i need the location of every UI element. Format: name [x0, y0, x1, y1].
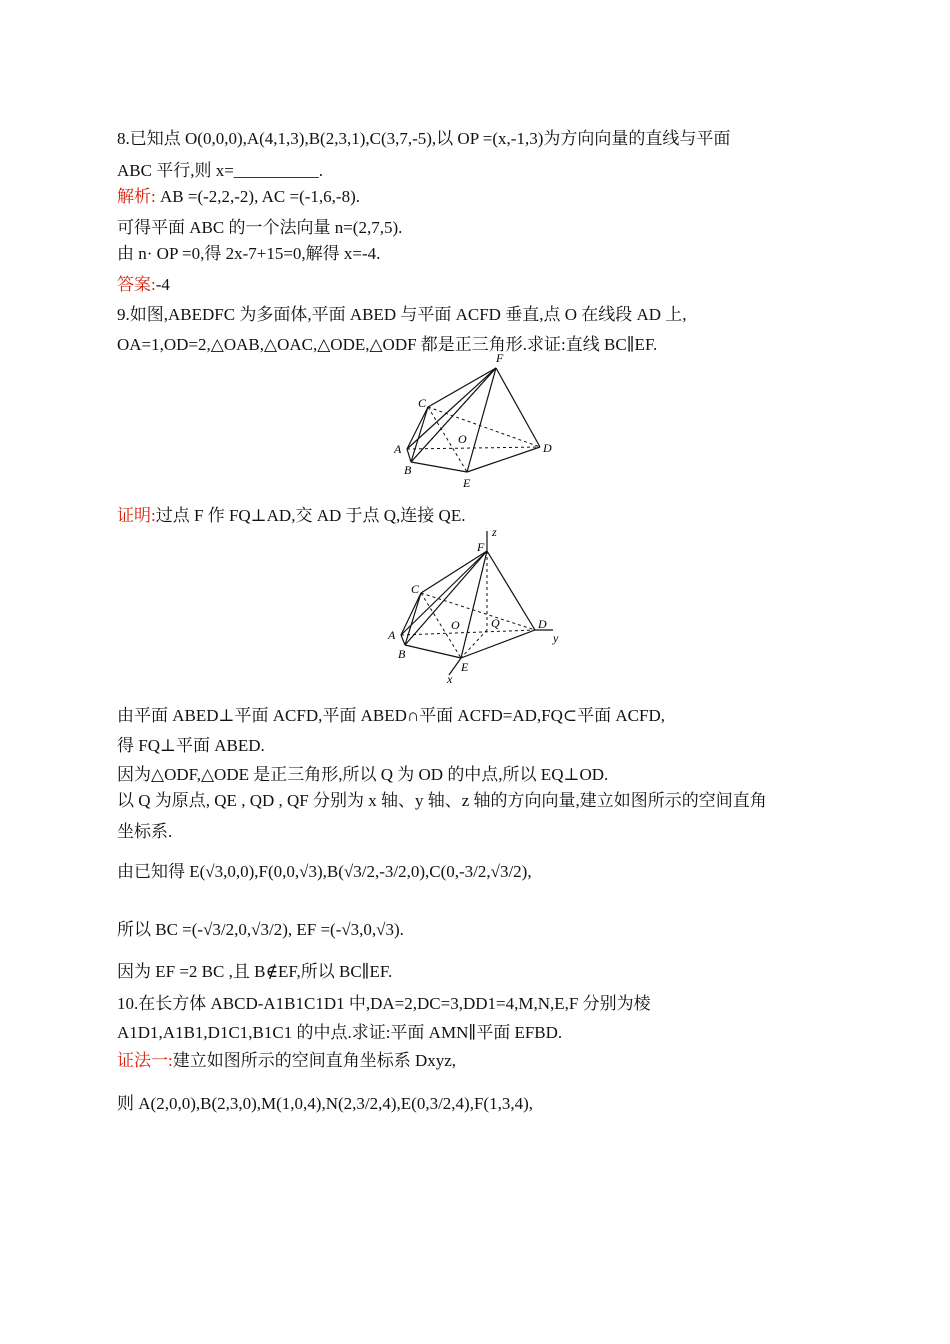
edge [405, 551, 487, 645]
text: -4 [155, 275, 170, 294]
text: 10.在长方体 ABCD-A1B1C1D1 中,DA=2,DC=3,DD1=4,M,N,E,F 分别为棱 [117, 994, 651, 1013]
proof9-line2 [117, 704, 665, 728]
edge [401, 635, 405, 645]
answer8 [117, 273, 170, 297]
edge [401, 593, 421, 635]
edge [461, 551, 487, 658]
proof9-line5 [117, 789, 767, 813]
polyhedron-figure [390, 350, 560, 495]
label-Q: Q [491, 616, 500, 630]
problem9-line1 [117, 303, 687, 327]
label-A: A [388, 628, 396, 642]
text: 由平面 ABED⊥平面 ACFD,平面 ABED∩平面 ACFD=AD,FQ⊂平面 ACFD, [117, 706, 665, 725]
text: 过点 F 作 FQ⊥AD,交 AD 于点 Q,连接 QE. [155, 506, 466, 525]
label-D: D [538, 617, 547, 631]
text: 9.如图,ABEDFC 为多面体,平面 ABED 与平面 ACFD 垂直,点 O 在线段 AD 上, [117, 305, 687, 324]
text: 可得平面 ABC 的一个法向量 n=(2,7,5). [117, 218, 403, 237]
label-E: E [461, 660, 469, 674]
edge [428, 368, 496, 407]
edge [405, 593, 421, 645]
proof-label: 证明: [117, 506, 156, 525]
label-x: x [447, 672, 453, 685]
edge [405, 645, 461, 658]
text: 则 A(2,0,0),B(2,3,0),M(1,0,4),N(2,3/2,4),E(0,3/2,4),F(1,3,4), [117, 1094, 533, 1113]
proof9-line7 [117, 860, 532, 884]
solution8-line [117, 185, 360, 209]
label-O: O [458, 432, 467, 446]
text: 坐标系. [117, 822, 173, 841]
edge [411, 462, 467, 472]
edge [496, 368, 540, 447]
coordinate-figure [385, 525, 570, 685]
label-C: C [418, 396, 427, 410]
text: A1D1,A1B1,D1C1,B1C1 的中点.求证:平面 AMN∥平面 EFBD. [117, 1023, 563, 1042]
proof9-line8 [117, 918, 404, 942]
proof10-line1 [117, 1049, 456, 1073]
edge [421, 551, 487, 593]
text: 由 n· OP =0,得 2x-7+15=0,解得 x=-4. [117, 244, 381, 263]
text: OA=1,OD=2,△OAB,△OAC,△ODE,△ODF 都是正三角形.求证:直线 BC∥EF. [117, 335, 658, 354]
text: 因为 EF =2 BC ,且 B∉EF,所以 BC∥EF. [117, 962, 393, 981]
label-B: B [404, 463, 412, 477]
label-y: y [553, 631, 559, 645]
edge [461, 630, 535, 658]
problem10-line1 [117, 992, 651, 1016]
label-B: B [398, 647, 406, 661]
edge [467, 447, 540, 472]
text: 因为△ODF,△ODE 是正三角形,所以 Q 为 OD 的中点,所以 EQ⊥OD. [117, 765, 609, 784]
text: 所以 BC =(-√3/2,0,√3/2), EF =(-√3,0,√3). [117, 920, 404, 939]
text: AB =(-2,2,-2), AC =(-1,6,-8). [155, 187, 360, 206]
label-D: D [543, 441, 552, 455]
proof10-line2 [117, 1092, 533, 1116]
problem9-line2 [117, 333, 657, 357]
problem10-line2 [117, 1021, 562, 1045]
text: 以 Q 为原点, QE , QD , QF 分别为 x 轴、y 轴、z 轴的方向向量,建立如图所示的空间直角 [117, 791, 767, 810]
label-O: O [451, 618, 460, 632]
answer-label: 答案: [117, 275, 156, 294]
solution-label: 解析: [117, 187, 156, 206]
edge [411, 407, 428, 462]
label-F: F [477, 540, 485, 554]
proof9-line6 [117, 820, 172, 844]
solution8-normal [117, 216, 402, 240]
label-E: E [463, 476, 471, 490]
label-C: C [411, 582, 420, 596]
label-F: F [496, 351, 504, 365]
label-A: A [394, 442, 402, 456]
proof9-line9 [117, 960, 392, 984]
problem8-line2 [117, 159, 323, 183]
proof9-line4 [117, 763, 608, 787]
text: 建立如图所示的空间直角坐标系 Dxyz, [172, 1051, 457, 1070]
text: 得 FQ⊥平面 ABED. [117, 736, 265, 755]
text: ABC 平行,则 x=__________. [117, 161, 324, 180]
solution8-compute [117, 242, 380, 266]
method-label: 证法一: [117, 1051, 173, 1070]
problem8-line1 [117, 127, 730, 151]
label-z: z [492, 525, 497, 539]
edge [407, 449, 411, 462]
text: 由已知得 E(√3,0,0),F(0,0,√3),B(√3/2,-3/2,0),C(0,-3/2,√3/2), [117, 862, 532, 881]
proof9-line3 [117, 734, 265, 758]
text: 8.已知点 O(0,0,0),A(4,1,3),B(2,3,1),C(3,7,-5),以 OP =(x,-1,3)为方向向量的直线与平面 [117, 129, 731, 148]
